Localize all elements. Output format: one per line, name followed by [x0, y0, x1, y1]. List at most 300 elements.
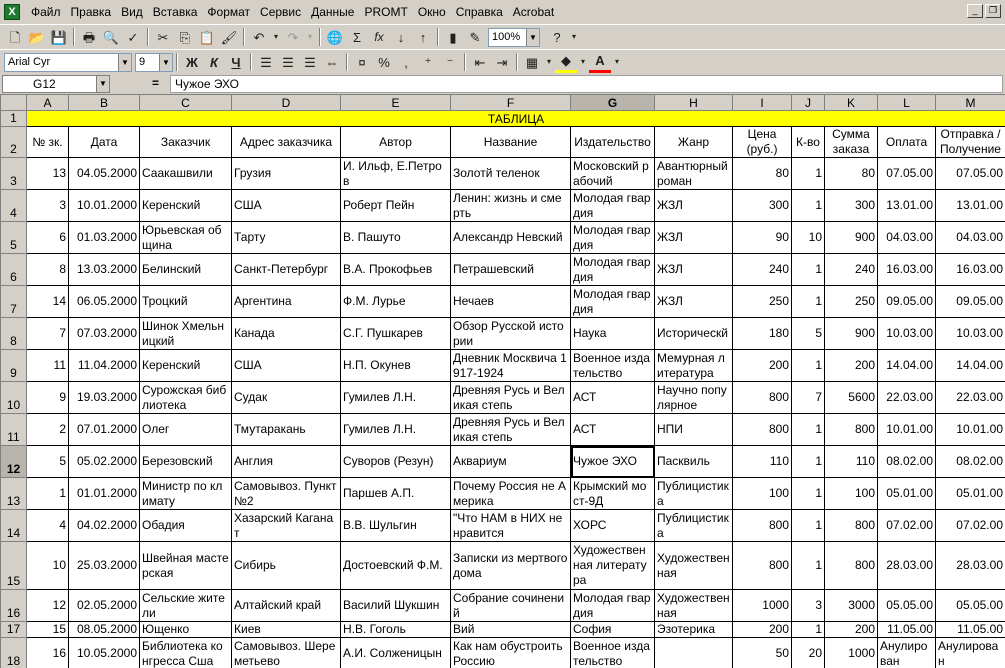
table-cell[interactable]: 01.03.2000: [69, 222, 140, 254]
redo-dropdown-icon[interactable]: ▾: [307, 32, 312, 41]
increase-decimal-icon[interactable]: ⁺: [424, 54, 432, 70]
table-cell[interactable]: 1: [792, 350, 825, 382]
table-cell[interactable]: Грузия: [232, 158, 341, 190]
table-cell[interactable]: 07.01.2000: [69, 414, 140, 446]
chevron-down-icon[interactable]: ▼: [96, 76, 109, 92]
table-cell[interactable]: 5: [27, 446, 69, 478]
table-cell[interactable]: 16.03.00: [936, 254, 1005, 286]
row-header[interactable]: 9: [1, 350, 27, 382]
table-cell[interactable]: Обзор Русской истории: [451, 318, 571, 350]
table-cell[interactable]: Крымский мост-9Д: [571, 478, 655, 510]
table-cell[interactable]: 100: [825, 478, 878, 510]
merge-center-icon[interactable]: ⇔: [325, 54, 339, 70]
table-cell[interactable]: Самовывоз. Пункт №2: [232, 478, 341, 510]
row-header[interactable]: 12: [1, 446, 27, 478]
table-cell[interactable]: Молодая гвардия: [571, 286, 655, 318]
table-cell[interactable]: 08.05.2000: [69, 622, 140, 638]
table-cell[interactable]: 1: [27, 478, 69, 510]
header-cell[interactable]: К-во: [792, 127, 825, 158]
table-cell[interactable]: 22.03.00: [878, 382, 936, 414]
table-cell[interactable]: 05.05.00: [878, 590, 936, 622]
table-cell[interactable]: Библиотека конгресса Сша: [140, 638, 232, 668]
table-cell[interactable]: 11.04.2000: [69, 350, 140, 382]
table-cell[interactable]: Ющенко: [140, 622, 232, 638]
menu-item[interactable]: Acrobat: [512, 5, 555, 19]
table-cell[interactable]: 04.05.2000: [69, 158, 140, 190]
column-header-e[interactable]: E: [341, 95, 451, 111]
font-name-combo[interactable]: [4, 53, 132, 72]
row-header[interactable]: 3: [1, 158, 27, 190]
table-cell[interactable]: 200: [733, 350, 792, 382]
table-cell[interactable]: 13.01.00: [878, 190, 936, 222]
table-cell[interactable]: Канада: [232, 318, 341, 350]
table-cell[interactable]: 200: [825, 622, 878, 638]
table-cell[interactable]: 800: [733, 382, 792, 414]
fill-color-icon[interactable]: ◆: [555, 51, 577, 73]
row-header[interactable]: 4: [1, 190, 27, 222]
column-header-d[interactable]: D: [232, 95, 341, 111]
new-document-icon[interactable]: 🗋: [9, 29, 21, 45]
restore-icon[interactable]: ❐: [985, 4, 1001, 18]
column-header-l[interactable]: L: [878, 95, 936, 111]
table-cell[interactable]: 800: [825, 414, 878, 446]
table-cell[interactable]: Троцкий: [140, 286, 232, 318]
table-cell[interactable]: 800: [825, 542, 878, 590]
table-cell[interactable]: Н.В. Гоголь: [341, 622, 451, 638]
table-cell[interactable]: ЖЗЛ: [655, 190, 733, 222]
thousands-icon[interactable]: ,: [404, 54, 408, 70]
table-cell[interactable]: 3: [27, 190, 69, 222]
table-cell[interactable]: 07.03.2000: [69, 318, 140, 350]
italic-button[interactable]: К: [210, 54, 218, 70]
sort-descending-icon[interactable]: ↑: [419, 29, 427, 45]
zoom-combo[interactable]: [488, 28, 540, 47]
table-cell[interactable]: Санкт-Петербург: [232, 254, 341, 286]
header-cell[interactable]: Цена (руб.): [733, 127, 792, 158]
table-cell[interactable]: Сибирь: [232, 542, 341, 590]
table-cell[interactable]: Вий: [451, 622, 571, 638]
minimize-icon[interactable]: _: [967, 4, 983, 18]
decrease-decimal-icon[interactable]: ⁻: [446, 54, 454, 70]
chart-wizard-icon[interactable]: ▮: [449, 29, 457, 45]
open-folder-icon[interactable]: 📂: [28, 29, 46, 45]
table-cell[interactable]: Анулирован: [878, 638, 936, 668]
table-cell[interactable]: 10: [792, 222, 825, 254]
copy-icon[interactable]: ⎘: [179, 29, 191, 45]
name-box[interactable]: [2, 75, 110, 93]
table-cell[interactable]: Наука: [571, 318, 655, 350]
chevron-down-icon[interactable]: ▼: [159, 54, 172, 71]
table-cell[interactable]: 300: [733, 190, 792, 222]
table-title-cell[interactable]: ТАБЛИЦА: [27, 111, 1005, 127]
menu-item[interactable]: Вставка: [152, 5, 198, 19]
table-cell[interactable]: 10.01.00: [936, 414, 1005, 446]
table-cell[interactable]: А.И. Солженицын: [341, 638, 451, 668]
table-cell[interactable]: Дневник Москвича 1917-1924: [451, 350, 571, 382]
table-cell[interactable]: 1: [792, 190, 825, 222]
table-cell[interactable]: 15: [27, 622, 69, 638]
table-cell[interactable]: 5600: [825, 382, 878, 414]
table-cell[interactable]: 11: [27, 350, 69, 382]
table-cell[interactable]: Как нам обустроить Россию: [451, 638, 571, 668]
table-cell[interactable]: 01.01.2000: [69, 478, 140, 510]
increase-indent-icon[interactable]: ⇥: [496, 54, 508, 70]
header-cell[interactable]: Сумма заказа: [825, 127, 878, 158]
percent-icon[interactable]: %: [378, 54, 390, 70]
select-all-corner[interactable]: [1, 95, 27, 111]
table-cell[interactable]: 19.03.2000: [69, 382, 140, 414]
table-cell[interactable]: 04.03.00: [878, 222, 936, 254]
table-cell[interactable]: Обадия: [140, 510, 232, 542]
table-cell[interactable]: Художественная: [655, 590, 733, 622]
table-cell[interactable]: 07.05.00: [936, 158, 1005, 190]
table-cell[interactable]: 1: [792, 446, 825, 478]
table-cell[interactable]: 7: [27, 318, 69, 350]
table-cell[interactable]: 200: [825, 350, 878, 382]
table-cell[interactable]: 1: [792, 254, 825, 286]
table-cell[interactable]: Аргентина: [232, 286, 341, 318]
table-cell[interactable]: 04.02.2000: [69, 510, 140, 542]
table-cell[interactable]: Швейная мастерская: [140, 542, 232, 590]
table-cell[interactable]: Н.П. Окунев: [341, 350, 451, 382]
align-left-icon[interactable]: ☰: [260, 54, 272, 70]
menu-item[interactable]: Окно: [417, 5, 446, 19]
column-header-f[interactable]: F: [451, 95, 571, 111]
table-cell[interactable]: Анулирован: [936, 638, 1005, 668]
row-header[interactable]: 13: [1, 478, 27, 510]
table-cell[interactable]: Сельские жители: [140, 590, 232, 622]
row-header[interactable]: 14: [1, 510, 27, 542]
row-header[interactable]: 5: [1, 222, 27, 254]
table-cell[interactable]: 10.03.00: [936, 318, 1005, 350]
table-cell[interactable]: 09.05.00: [936, 286, 1005, 318]
table-cell[interactable]: Гумилев Л.Н.: [341, 382, 451, 414]
header-cell[interactable]: Отправка / Получение: [936, 127, 1005, 158]
table-cell[interactable]: 9: [27, 382, 69, 414]
header-cell[interactable]: Автор: [341, 127, 451, 158]
table-cell[interactable]: 05.02.2000: [69, 446, 140, 478]
table-cell[interactable]: 10: [27, 542, 69, 590]
undo-dropdown-icon[interactable]: ▾: [273, 32, 278, 41]
format-painter-icon[interactable]: 🖌: [220, 29, 238, 45]
table-cell[interactable]: 20: [792, 638, 825, 668]
table-cell[interactable]: 04.03.00: [936, 222, 1005, 254]
table-cell[interactable]: 80: [825, 158, 878, 190]
table-cell[interactable]: 07.02.00: [936, 510, 1005, 542]
table-cell[interactable]: 2: [27, 414, 69, 446]
table-cell[interactable]: 02.05.2000: [69, 590, 140, 622]
menu-item[interactable]: Данные: [311, 5, 355, 19]
table-cell[interactable]: 3000: [825, 590, 878, 622]
table-cell[interactable]: Молодая гвардия: [571, 190, 655, 222]
drawing-icon[interactable]: ✎: [469, 29, 481, 45]
table-cell[interactable]: Мемурная литература: [655, 350, 733, 382]
table-cell[interactable]: Публицистика: [655, 478, 733, 510]
table-cell[interactable]: 22.03.00: [936, 382, 1005, 414]
table-cell[interactable]: Василий Шукшин: [341, 590, 451, 622]
table-cell[interactable]: Ленин: жизнь и смерть: [451, 190, 571, 222]
table-cell[interactable]: Керенский: [140, 350, 232, 382]
align-right-icon[interactable]: ☰: [304, 54, 316, 70]
column-header-g[interactable]: G: [571, 95, 655, 111]
table-cell[interactable]: АСТ: [571, 382, 655, 414]
redo-icon[interactable]: ↷: [287, 29, 299, 45]
table-cell[interactable]: 800: [825, 510, 878, 542]
table-cell[interactable]: США: [232, 350, 341, 382]
table-cell[interactable]: 240: [825, 254, 878, 286]
table-cell[interactable]: 300: [825, 190, 878, 222]
table-cell[interactable]: 13.01.00: [936, 190, 1005, 222]
table-cell[interactable]: София: [571, 622, 655, 638]
table-cell[interactable]: Научно популярное: [655, 382, 733, 414]
sort-ascending-icon[interactable]: ↓: [397, 29, 405, 45]
table-cell[interactable]: 10.01.2000: [69, 190, 140, 222]
menu-item[interactable]: Формат: [207, 5, 251, 19]
table-cell[interactable]: 5: [792, 318, 825, 350]
column-header-m[interactable]: M: [936, 95, 1005, 111]
header-cell[interactable]: Дата: [69, 127, 140, 158]
table-cell[interactable]: Достоевский Ф.М.: [341, 542, 451, 590]
save-icon[interactable]: 💾: [50, 29, 68, 45]
help-dropdown-icon[interactable]: ▾: [571, 32, 576, 41]
table-cell[interactable]: В. Пашуто: [341, 222, 451, 254]
borders-icon[interactable]: ▦: [525, 54, 539, 70]
menu-item[interactable]: PROMT: [364, 5, 408, 19]
table-cell[interactable]: Саакашвили: [140, 158, 232, 190]
bold-button[interactable]: Ж: [186, 54, 198, 70]
table-cell[interactable]: Золотй теленок: [451, 158, 571, 190]
table-cell[interactable]: Петрашевский: [451, 254, 571, 286]
table-cell[interactable]: Молодая гвардия: [571, 254, 655, 286]
table-cell[interactable]: Министр по климату: [140, 478, 232, 510]
function-icon[interactable]: fx: [374, 30, 384, 44]
table-cell[interactable]: Судак: [232, 382, 341, 414]
table-cell[interactable]: 200: [733, 622, 792, 638]
table-cell[interactable]: Историческй: [655, 318, 733, 350]
table-cell[interactable]: Эзотерика: [655, 622, 733, 638]
column-header-j[interactable]: J: [792, 95, 825, 111]
table-cell[interactable]: 6: [27, 222, 69, 254]
row-header[interactable]: 16: [1, 590, 27, 622]
autosum-icon[interactable]: Σ: [352, 29, 362, 45]
currency-icon[interactable]: ¤: [358, 54, 366, 70]
menu-item[interactable]: Файл: [31, 5, 61, 19]
table-cell[interactable]: 7: [792, 382, 825, 414]
align-center-icon[interactable]: ☰: [282, 54, 294, 70]
formula-input[interactable]: Чужое ЭХО: [170, 75, 1003, 93]
table-cell[interactable]: Тмутаракань: [232, 414, 341, 446]
table-cell[interactable]: 1: [792, 622, 825, 638]
header-cell[interactable]: № зк.: [27, 127, 69, 158]
table-cell[interactable]: 50: [733, 638, 792, 668]
table-cell[interactable]: ЖЗЛ: [655, 222, 733, 254]
table-cell[interactable]: Молодая гвардия: [571, 222, 655, 254]
menu-item[interactable]: Правка: [70, 5, 112, 19]
table-cell[interactable]: 12: [27, 590, 69, 622]
font-size-combo[interactable]: [135, 53, 173, 72]
table-cell[interactable]: 250: [733, 286, 792, 318]
column-header-k[interactable]: K: [825, 95, 878, 111]
table-cell[interactable]: Белинский: [140, 254, 232, 286]
column-header-c[interactable]: C: [140, 95, 232, 111]
table-cell[interactable]: 13: [27, 158, 69, 190]
font-color-dropdown-icon[interactable]: ▾: [614, 57, 619, 66]
table-cell[interactable]: 07.02.00: [878, 510, 936, 542]
table-cell[interactable]: 10.03.00: [878, 318, 936, 350]
table-cell[interactable]: 800: [733, 542, 792, 590]
table-cell[interactable]: 05.05.00: [936, 590, 1005, 622]
table-cell[interactable]: 110: [825, 446, 878, 478]
table-cell[interactable]: Древняя Русь и Великая степь: [451, 382, 571, 414]
table-cell[interactable]: 250: [825, 286, 878, 318]
row-header[interactable]: 8: [1, 318, 27, 350]
header-cell[interactable]: Жанр: [655, 127, 733, 158]
table-cell[interactable]: 28.03.00: [878, 542, 936, 590]
table-cell[interactable]: 25.03.2000: [69, 542, 140, 590]
menu-item[interactable]: Вид: [121, 5, 143, 19]
header-cell[interactable]: Адрес заказчика: [232, 127, 341, 158]
excel-app-icon[interactable]: X: [4, 4, 20, 20]
hyperlink-icon[interactable]: 🌐: [326, 29, 344, 45]
header-cell[interactable]: Заказчик: [140, 127, 232, 158]
table-cell[interactable]: 05.01.00: [878, 478, 936, 510]
table-cell[interactable]: Паршев А.П.: [341, 478, 451, 510]
table-cell[interactable]: 1: [792, 286, 825, 318]
table-cell[interactable]: Юрьевская община: [140, 222, 232, 254]
header-cell[interactable]: Оплата: [878, 127, 936, 158]
borders-dropdown-icon[interactable]: ▾: [546, 57, 551, 66]
table-cell[interactable]: Киев: [232, 622, 341, 638]
table-cell[interactable]: И. Ильф, Е.Петров: [341, 158, 451, 190]
table-cell[interactable]: 80: [733, 158, 792, 190]
table-cell[interactable]: 13.03.2000: [69, 254, 140, 286]
table-cell[interactable]: 1000: [825, 638, 878, 668]
table-cell[interactable]: 3: [792, 590, 825, 622]
table-cell[interactable]: 900: [825, 318, 878, 350]
row-header[interactable]: 11: [1, 414, 27, 446]
table-cell[interactable]: 100: [733, 478, 792, 510]
table-cell[interactable]: ЖЗЛ: [655, 254, 733, 286]
table-cell[interactable]: Хазарский Каганат: [232, 510, 341, 542]
table-cell[interactable]: НПИ: [655, 414, 733, 446]
row-header[interactable]: 2: [1, 127, 27, 158]
table-cell[interactable]: 14: [27, 286, 69, 318]
underline-button[interactable]: Ч: [231, 54, 241, 70]
print-preview-icon[interactable]: 🔍: [102, 29, 120, 45]
table-cell[interactable]: 16.03.00: [878, 254, 936, 286]
table-cell[interactable]: Древняя Русь и Великая степь: [451, 414, 571, 446]
help-icon[interactable]: ?: [553, 29, 561, 45]
decrease-indent-icon[interactable]: ⇤: [474, 54, 486, 70]
table-cell[interactable]: ЖЗЛ: [655, 286, 733, 318]
table-cell[interactable]: Записки из мертвого дома: [451, 542, 571, 590]
table-cell[interactable]: Самовывоз. Шереметьево: [232, 638, 341, 668]
table-cell[interactable]: 1: [792, 414, 825, 446]
table-cell[interactable]: Пасквиль: [655, 446, 733, 478]
table-cell[interactable]: 1: [792, 542, 825, 590]
table-cell[interactable]: 240: [733, 254, 792, 286]
row-header[interactable]: 7: [1, 286, 27, 318]
table-cell[interactable]: Художественная: [655, 542, 733, 590]
spelling-icon[interactable]: ✓: [127, 29, 139, 45]
table-cell[interactable]: 8: [27, 254, 69, 286]
row-header[interactable]: 1: [1, 111, 27, 127]
table-cell[interactable]: 05.01.00: [936, 478, 1005, 510]
table-cell[interactable]: Керенский: [140, 190, 232, 222]
table-cell[interactable]: 11.05.00: [878, 622, 936, 638]
table-cell[interactable]: Молодая гвардия: [571, 590, 655, 622]
table-cell[interactable]: 10.05.2000: [69, 638, 140, 668]
table-cell[interactable]: Авантюрный роман: [655, 158, 733, 190]
row-header[interactable]: 18: [1, 638, 27, 668]
table-cell[interactable]: 4: [27, 510, 69, 542]
table-cell[interactable]: Сурожская библиотека: [140, 382, 232, 414]
column-header-b[interactable]: B: [69, 95, 140, 111]
table-cell[interactable]: Шинок Хмельницкий: [140, 318, 232, 350]
table-cell[interactable]: Англия: [232, 446, 341, 478]
table-cell[interactable]: Березовский: [140, 446, 232, 478]
table-cell[interactable]: Суворов (Резун): [341, 446, 451, 478]
table-cell[interactable]: 1000: [733, 590, 792, 622]
row-header[interactable]: 15: [1, 542, 27, 590]
table-cell[interactable]: Почему Россия не Америка: [451, 478, 571, 510]
table-cell[interactable]: Нечаев: [451, 286, 571, 318]
menu-item[interactable]: Сервис: [260, 5, 302, 19]
table-cell[interactable]: 90: [733, 222, 792, 254]
print-icon[interactable]: 🖶: [82, 29, 96, 45]
cut-icon[interactable]: ✂: [157, 29, 169, 45]
table-cell[interactable]: Алтайский край: [232, 590, 341, 622]
undo-icon[interactable]: ↶: [253, 29, 265, 45]
table-cell[interactable]: 180: [733, 318, 792, 350]
table-cell[interactable]: 14.04.00: [936, 350, 1005, 382]
table-cell[interactable]: 08.02.00: [936, 446, 1005, 478]
table-cell[interactable]: 16: [27, 638, 69, 668]
table-cell[interactable]: 14.04.00: [878, 350, 936, 382]
table-cell[interactable]: 900: [825, 222, 878, 254]
table-cell[interactable]: В.А. Прокофьев: [341, 254, 451, 286]
fill-color-dropdown-icon[interactable]: ▾: [580, 57, 585, 66]
menu-item[interactable]: Справка: [455, 5, 503, 19]
row-header[interactable]: 17: [1, 622, 27, 638]
table-cell[interactable]: Московский рабочий: [571, 158, 655, 190]
table-cell[interactable]: 1: [792, 158, 825, 190]
chevron-down-icon[interactable]: ▼: [118, 54, 131, 71]
paste-icon[interactable]: 📋: [198, 29, 216, 45]
table-cell[interactable]: Аквариум: [451, 446, 571, 478]
table-cell[interactable]: 1: [792, 478, 825, 510]
table-cell[interactable]: 11.05.00: [936, 622, 1005, 638]
table-cell[interactable]: 07.05.00: [878, 158, 936, 190]
table-cell[interactable]: Ф.М. Лурье: [341, 286, 451, 318]
table-cell[interactable]: В.В. Шульгин: [341, 510, 451, 542]
table-cell[interactable]: Олег: [140, 414, 232, 446]
table-cell[interactable]: 09.05.00: [878, 286, 936, 318]
header-cell[interactable]: Издательство: [571, 127, 655, 158]
table-cell[interactable]: [655, 638, 733, 668]
table-cell[interactable]: США: [232, 190, 341, 222]
table-cell[interactable]: 800: [733, 510, 792, 542]
table-cell[interactable]: Военное издательство: [571, 350, 655, 382]
table-cell[interactable]: Александр Невский: [451, 222, 571, 254]
table-cell[interactable]: Художественная литература: [571, 542, 655, 590]
table-cell[interactable]: Собрание сочинений: [451, 590, 571, 622]
table-cell[interactable]: Чужое ЭХО: [571, 446, 655, 478]
table-cell[interactable]: Роберт Пейн: [341, 190, 451, 222]
column-header-a[interactable]: A: [27, 95, 69, 111]
table-cell[interactable]: Военное издательство: [571, 638, 655, 668]
table-cell[interactable]: С.Г. Пушкарев: [341, 318, 451, 350]
